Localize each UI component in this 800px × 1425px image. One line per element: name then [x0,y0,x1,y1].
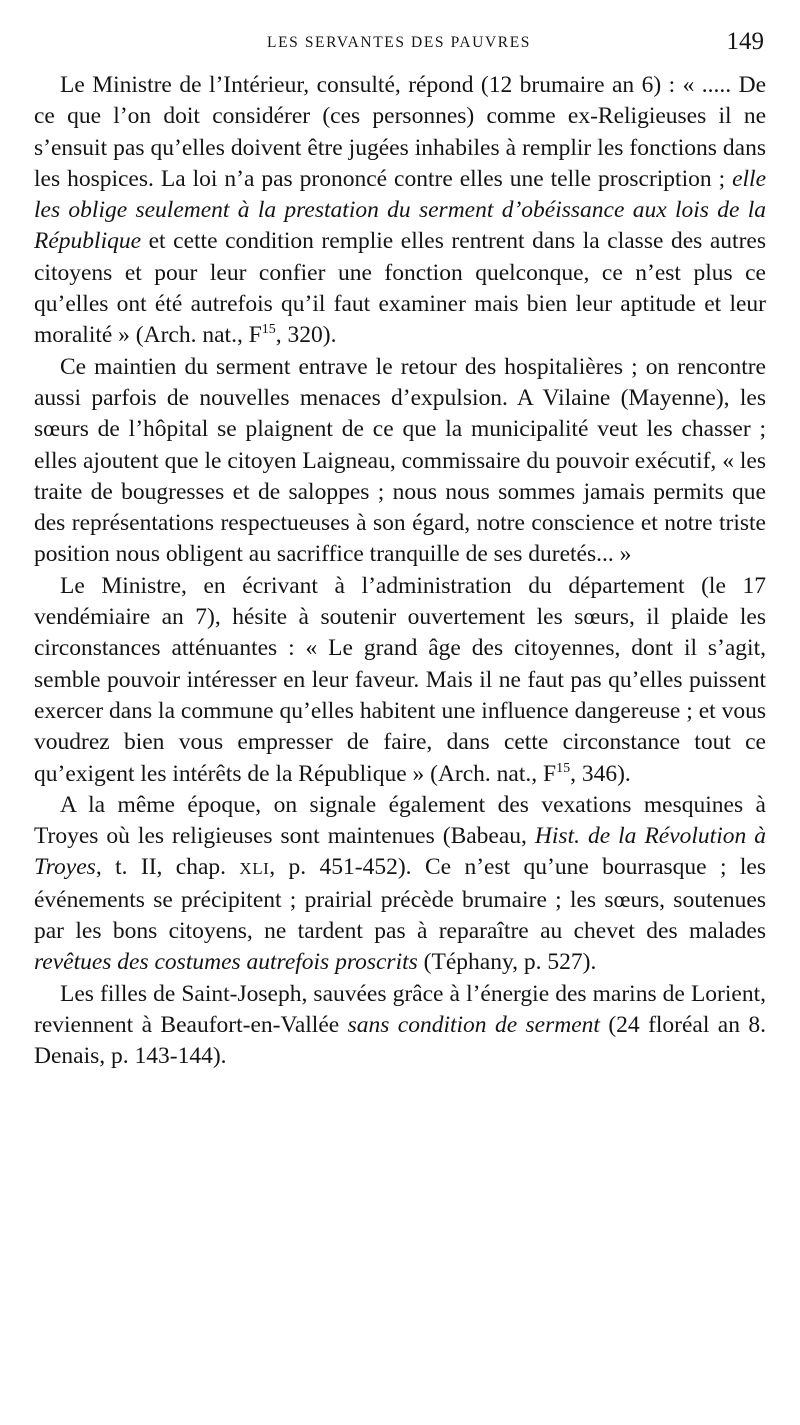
text-run: Le Ministre de l’Intérieur, consulté, répond (12 brumaire an 6) : « ..... De ce que l’on doit considérer (ces personnes) comme ex-Religieuses il ne s’ensuit pas qu’elles doivent être jugées inhabiles à remplir les fonctions dans les hospices. La loi n’a pas prononcé contre elles une telle proscription ; [34,72,766,192]
superscript: 15 [261,322,276,338]
paragraph-saint-joseph [34,979,766,1073]
italic-run: revêtues des costumes autrefois proscrits [34,949,418,976]
text-run: Le Ministre, en écrivant à l’administration du département (le 17 vendémiaire an 7), hésite à soutenir ouvertement les sœurs, il plaide les circonstances atténuantes : « Le grand âge des citoyennes, dont il s’agit, semble pouvoir intéresser en leur faveur. Mais il ne faut pas qu’elles puissent exercer dans la commune qu’elles habitent une influence dangereuse ; et vous voudrez bien vous empresser de faire, dans cette circonstance tout ce qu’exigent les intérêts de la République » (Arch. nat., F [34,572,766,787]
text-run: A la même époque, on signale également des vexations mesquines à Troyes où les religieuses sont maintenues (Babeau, [34,791,766,850]
paragraph-ministre-interieur [34,70,766,352]
paragraph-ministre-departement [34,571,766,790]
text-run: (Téphany, p. 527). [417,949,597,976]
italic-run: Hist. de la Révolution à Troyes [34,823,766,881]
superscript: 15 [556,760,571,776]
text-run: Ce maintien du serment entrave le retour des hospitalières ; on rencontre aussi parfois de nouvelles menaces d’expulsion. A Vilaine (Mayenne), les sœurs de l’hôpital se plaignent de ce que la municipalité veut les chasser ; elles ajoutent que le citoyen Laigneau, commissaire du pouvoir exécutif, « les traite de bougresses et de saloppes ; nous nous sommes jamais permits que des représentations respectueuses à son égard, notre conscience et notre triste position nous obligent au sacriffice tranquille de ses duretés... » [34,353,766,568]
text-run: , t. II, chap. [95,854,240,881]
text-run: et cette condition remplie elles rentrent dans la classe des autres citoyens et pour leur confier une fonction quelconque, ce n’est plus ce qu’elles ont été autrefois qu’il faut examiner mais bien leur aptitude et leur moralité » (Arch. nat., F [34,228,766,349]
text-run: Les filles de Saint-Joseph, sauvées grâce à l’énergie des marins de Lorient, reviennent à Beaufort-en-Vallée [34,980,766,1038]
page-header [34,30,764,60]
italic-run: elle les oblige seulement à la prestation du serment d’obéissance aux lois de la République [34,165,766,255]
running-head: LES SERVANTES DES PAUVRES [267,34,531,51]
paragraph-maintien-serment [34,352,766,571]
paragraph-troyes [34,790,766,979]
page-body [34,70,766,1073]
text-run: (24 floréal an 8. Denais, p. 143-144). [34,1011,767,1070]
text-run: , 346). [570,760,631,787]
page-number: 149 [726,28,764,55]
small-caps-run: XLI [239,859,270,879]
text-run: , 320). [275,322,337,349]
text-run: , p. 451-452). Ce n’est qu’une bourrasque ; les événements se précipitent ; prairial précède brumaire ; les sœurs, soutenues par les bons citoyens, ne tardent pas à reparaître au chevet des malades [34,854,766,945]
italic-run: sans condition de serment [347,1011,600,1038]
